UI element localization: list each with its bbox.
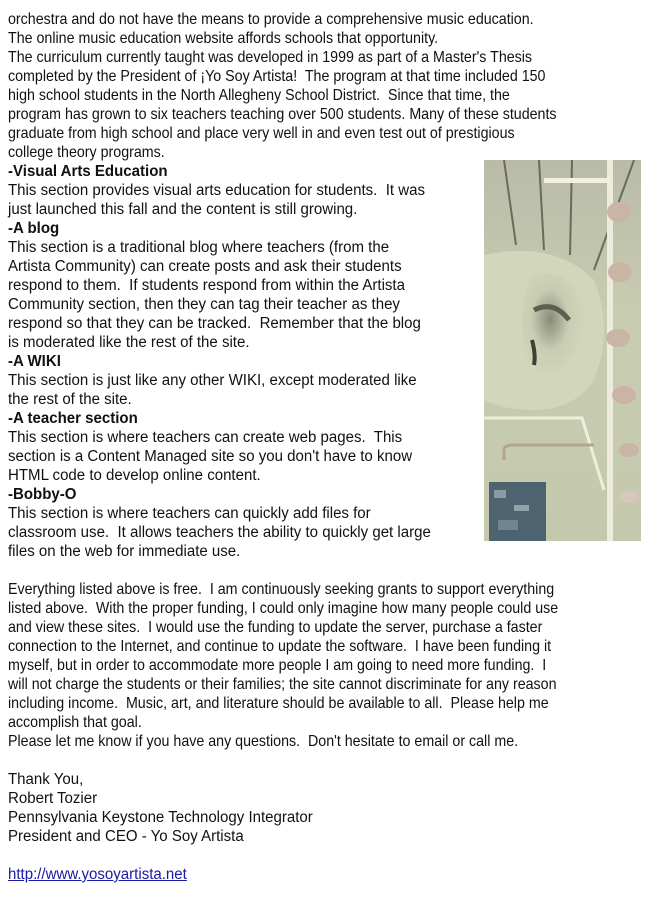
intro-text-line: completed by the President of ¡Yo Soy Artista! The program at that time included 150 [8,68,546,85]
intro-text-line: orchestra and do not have the means to provide a comprehensive music education. [8,11,534,28]
section-text-line: respond to them. If students respond from within the Artista [8,277,405,294]
intro-text-line: The online music education website affords schools that opportunity. [8,30,439,47]
section-text-line: just launched this fall and the content is still growing. [8,201,358,218]
funding-text-line: and view these sites. I would use the funding to update the server, purchase a faster [8,619,543,636]
funding-text-line: Please let me know if you have any questions. Don't hesitate to email or call me. [8,733,519,750]
section-text-line: respond so that they can be tracked. Remember that the blog [8,315,421,332]
ear-artwork-icon [484,160,641,541]
section-text-line: is moderated like the rest of the site. [8,334,250,351]
section-text-line: This section is where teachers can quickly add files for [8,505,371,522]
intro-text-line: The curriculum currently taught was developed in 1999 as part of a Master's Thesis [8,49,533,66]
section-text-line: the rest of the site. [8,391,132,408]
section-text-line: section is a Content Managed site so you don't have to know [8,448,413,465]
intro-text-line: program has grown to six teachers teaching over 500 students. Many of these students [8,106,557,123]
funding-text-line: connection to the Internet, and continue to update the software. I have been funding it [8,638,552,655]
section-text-line: Artista Community) can create posts and ask their students [8,258,402,275]
section-heading: -A WIKI [8,353,61,370]
section-heading: -Bobby-O [8,486,77,503]
signature-title: President and CEO - Yo Soy Artista [8,828,244,845]
section-heading: -A teacher section [8,410,138,427]
section-text-line: files on the web for immediate use. [8,543,241,560]
funding-text-line: will not charge the students or their families; the site cannot discriminate for any reason [8,676,557,693]
funding-text-line: listed above. With the proper funding, I could only imagine how many people could use [8,600,559,617]
section-text-line: This section is a traditional blog where teachers (from the [8,239,390,256]
signature-closing: Thank You, [8,771,84,788]
section-text-line: This section is where teachers can create web pages. This [8,429,403,446]
ear-artwork-image [484,160,641,541]
funding-text-line: including income. Music, art, and literature should be available to all. Please help me [8,695,549,712]
section-text-line: This section provides visual arts education for students. It was [8,182,426,199]
section-text-line: HTML code to develop online content. [8,467,261,484]
funding-text-line: Everything listed above is free. I am continuously seeking grants to support everything [8,581,555,598]
section-heading: -A blog [8,220,60,237]
intro-text-line: college theory programs. [8,144,165,161]
website-link[interactable]: http://www.yosoyartista.net [8,866,187,883]
intro-text-line: high school students in the North Allegheny School District. Since that time, the [8,87,510,104]
section-text-line: classroom use. It allows teachers the ability to quickly get large [8,524,431,541]
intro-text-line: graduate from high school and place very well in and even test out of prestigious [8,125,515,142]
funding-text-line: myself, but in order to accommodate more people I am going to need more funding. I [8,657,547,674]
funding-text-line: accomplish that goal. [8,714,142,731]
section-text-line: This section is just like any other WIKI, except moderated like [8,372,417,389]
section-text-line: Community section, then they can tag their teacher as they [8,296,400,313]
signature-title: Pennsylvania Keystone Technology Integrator [8,809,313,826]
section-heading: -Visual Arts Education [8,163,168,180]
signature-name: Robert Tozier [8,790,98,807]
